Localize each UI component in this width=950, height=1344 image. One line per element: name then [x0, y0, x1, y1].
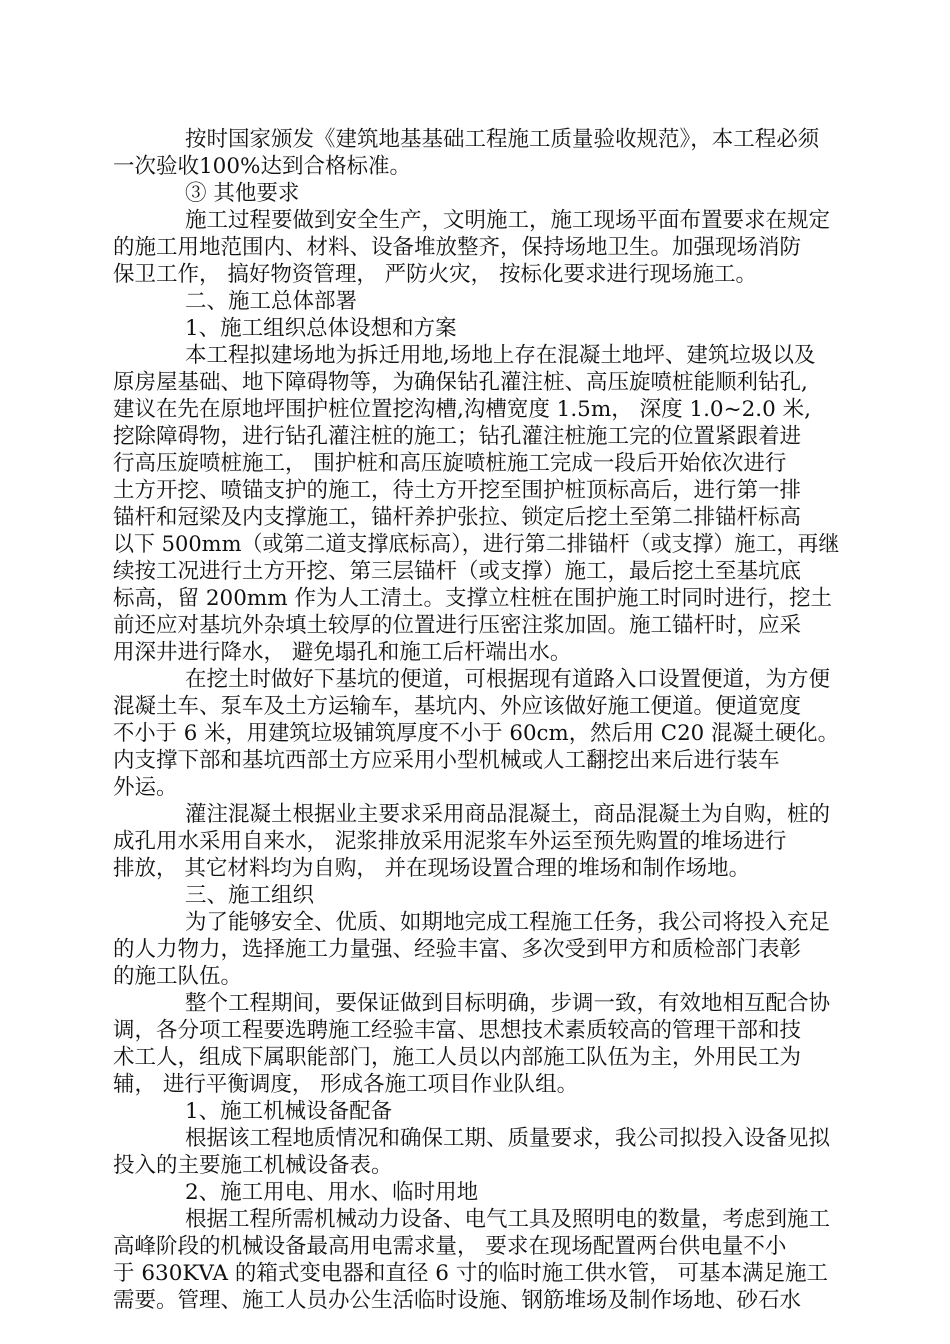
- text-line: 用深井进行降水， 避免塌孔和施工后杆端出水。: [113, 640, 572, 665]
- text-line: 保卫工作， 搞好物资管理， 严防火灾， 按标化要求进行现场施工。: [113, 262, 758, 287]
- text-line: 1、施工组织总体设想和方案: [185, 316, 457, 341]
- text-line: 二、施工总体部署: [185, 289, 358, 314]
- text-line: 辅， 进行平衡调度， 形成各施工项目作业队组。: [113, 1072, 579, 1097]
- text-line: 建议在先在原地坪围护桩位置挖沟槽,沟槽宽度 1.5m， 深度 1.0~2.0 米,: [113, 397, 811, 422]
- text-line: 1、施工机械设备配备: [185, 1099, 393, 1124]
- text-line: 内支撑下部和基坑西部土方应采用小型机械或人工翻挖出来后进行装车: [113, 748, 780, 773]
- text-line: 标高，留 200mm 作为人工清土。支撑立柱桩在围护施工时同时进行，挖土: [113, 586, 832, 611]
- text-line: 前还应对基坑外杂填土较厚的位置进行压密注浆加固。施工锚杆时，应采: [113, 613, 802, 638]
- text-line: 外运。: [113, 775, 178, 800]
- text-line: 在挖土时做好下基坑的便道，可根据现有道路入口设置便道，为方便: [185, 667, 831, 692]
- text-line: 的施工队伍。: [113, 964, 243, 989]
- text-line: 土方开挖、喷锚支护的施工，待土方开挖至围护桩顶标高后，进行第一排: [113, 478, 802, 503]
- text-line: 续按工况进行土方开挖、第三层锚杆（或支撑）施工，最后挖土至基坑底: [113, 559, 802, 584]
- text-line: 挖除障碍物，进行钻孔灌注桩的施工；钻孔灌注桩施工完的位置紧跟着进: [113, 424, 802, 449]
- text-line: 高峰阶段的机械设备最高用电需求量， 要求在现场配置两台供电量不小: [113, 1234, 787, 1259]
- text-line: 一次验收100%达到合格标准。: [113, 154, 411, 179]
- text-line: 锚杆和冠梁及内支撑施工，锚杆养护张拉、锁定后挖土至第二排锚杆标高: [113, 505, 802, 530]
- text-line: ③ 其他要求: [185, 181, 300, 206]
- text-line: 原房屋基础、地下障碍物等，为确保钻孔灌注桩、高压旋喷桩能顺利钻孔,: [113, 370, 808, 395]
- text-line: 三、施工组织: [185, 883, 315, 908]
- text-line: 的人力物力，选择施工力量强、经验丰富、多次受到甲方和质检部门表彰: [113, 937, 802, 962]
- text-line: 行高压旋喷桩施工， 围护桩和高压旋喷桩施工完成一段后开始依次进行: [113, 451, 787, 476]
- text-line: 成孔用水采用自来水， 泥浆排放采用泥浆车外运至预先购置的堆场进行: [113, 829, 787, 854]
- text-line: 灌注混凝土根据业主要求采用商品混凝土，商品混凝土为自购，桩的: [185, 802, 831, 827]
- text-line: 为了能够安全、优质、如期地完成工程施工任务，我公司将投入充足: [185, 910, 831, 935]
- text-line: 混凝土车、泵车及土方运输车，基坑内、外应该做好施工便道。便道宽度: [113, 694, 802, 719]
- text-line: 投入的主要施工机械设备表。: [113, 1153, 393, 1178]
- text-line: 需要。管理、施工人员办公生活临时设施、钢筋堆场及制作场地、砂石水: [113, 1288, 802, 1313]
- text-line: 根据该工程地质情况和确保工期、质量要求，我公司拟投入设备见拟: [185, 1126, 831, 1151]
- text-line: 以下 500mm（或第二道支撑底标高），进行第二排锚杆（或支撑）施工，再继: [113, 532, 840, 557]
- text-line: 的施工用地范围内、材料、设备堆放整齐，保持场地卫生。加强现场消防: [113, 235, 802, 260]
- document-page: [113, 126, 839, 1314]
- text-line: 排放， 其它材料均为自购， 并在现场设置合理的堆场和制作场地。: [113, 856, 751, 881]
- text-line: 于 630KVA 的箱式变电器和直径 6 寸的临时施工供水管， 可基本满足施工: [113, 1261, 829, 1286]
- text-line: 调，各分项工程要选聘施工经验丰富、思想技术素质较高的管理干部和技: [113, 1018, 802, 1043]
- text-line: 不小于 6 米，用建筑垃圾铺筑厚度不小于 60cm，然后用 C20 混凝土硬化。: [113, 721, 839, 746]
- text-line: 施工过程要做到安全生产，文明施工，施工现场平面布置要求在规定: [185, 208, 831, 233]
- text-line: 根据工程所需机械动力设备、电气工具及照明电的数量，考虑到施工: [185, 1207, 831, 1232]
- text-line: 整个工程期间，要保证做到目标明确，步调一致，有效地相互配合协: [185, 991, 831, 1016]
- text-line: 2、施工用电、用水、临时用地: [185, 1180, 479, 1205]
- text-line: 按时国家颁发《建筑地基基础工程施工质量验收规范》，本工程必须: [185, 127, 820, 152]
- text-line: 术工人，组成下属职能部门，施工人员以内部施工队伍为主，外用民工为: [113, 1045, 802, 1070]
- text-line: 本工程拟建场地为拆迁用地,场地上存在混凝土地坪、建筑垃圾以及: [185, 343, 816, 368]
